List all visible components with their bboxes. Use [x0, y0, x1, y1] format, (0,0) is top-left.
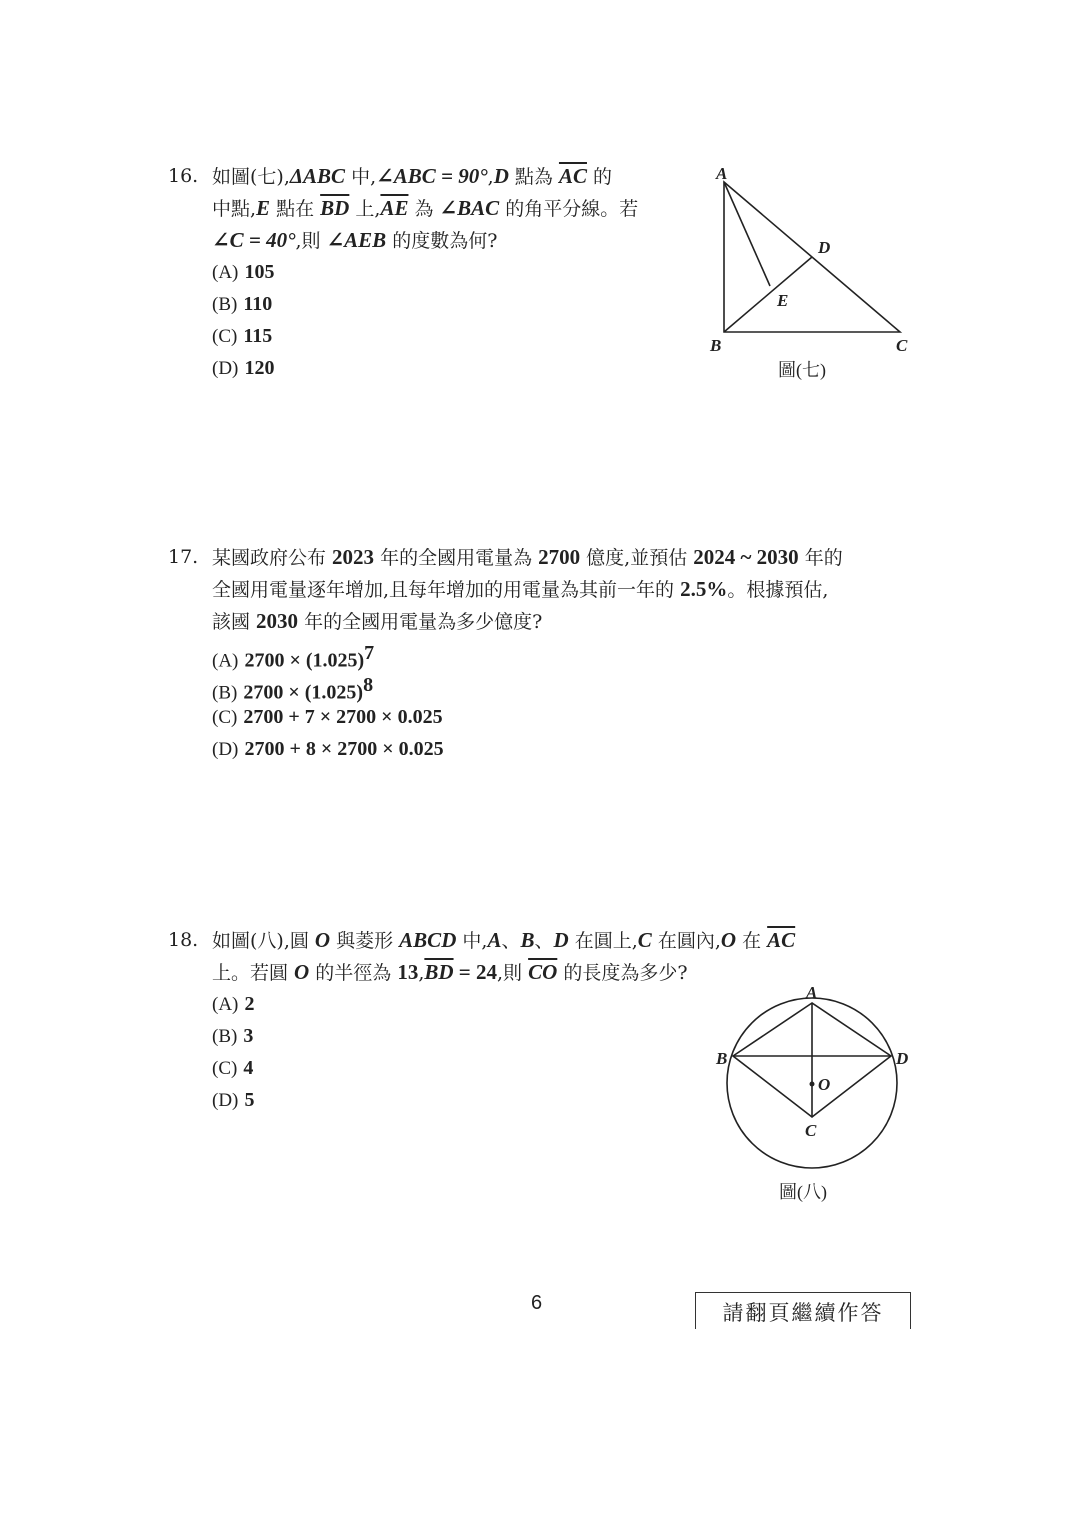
text: 的長度為多少? — [557, 962, 688, 984]
page-number: 6 — [531, 1292, 543, 1314]
text: , — [487, 166, 494, 188]
question-line — [212, 224, 497, 257]
text: 的角平分線。若 — [499, 198, 639, 220]
text: 、 — [501, 930, 521, 952]
math: 24 — [476, 960, 498, 984]
math: = — [453, 960, 477, 984]
point-label-b: B — [710, 336, 722, 355]
option-d[interactable] — [212, 1084, 254, 1117]
math: O — [314, 928, 331, 952]
math: C — [637, 928, 652, 952]
segment: $\overline{CO}$ — [528, 960, 558, 984]
option-c[interactable] — [212, 1052, 253, 1085]
option-b[interactable] — [212, 1020, 253, 1053]
math: D — [493, 164, 509, 188]
question-line — [212, 192, 638, 225]
text: 上, — [349, 198, 381, 220]
option-value: 120 — [244, 357, 275, 379]
question-line — [212, 160, 612, 193]
text: 年的全國用電量為多少億度? — [298, 611, 543, 633]
math: O — [294, 960, 310, 984]
math: ∠BAC — [439, 196, 500, 220]
turn-page-notice: 請翻頁繼續作答 — [695, 1292, 911, 1329]
question-number: 16. — [168, 165, 199, 187]
option-value: 2700 + 7 × 2700 × 0.025 — [243, 706, 443, 728]
text: 的半徑為 — [309, 962, 398, 984]
option-label: (A) — [212, 262, 239, 283]
option-d[interactable] — [212, 352, 274, 385]
math: D — [553, 928, 569, 952]
point-label-a: A — [716, 164, 728, 183]
question-line — [212, 605, 542, 638]
option-label: (D) — [212, 1090, 239, 1111]
option-label: (C) — [212, 707, 238, 728]
center-point-o — [810, 1082, 815, 1087]
text: 。根據預估, — [727, 579, 829, 601]
text: 在 — [736, 930, 768, 952]
math: E — [256, 196, 271, 220]
math: B — [520, 928, 535, 952]
option-label: (A) — [212, 650, 239, 672]
text: 中, — [456, 930, 488, 952]
figure-caption: 圖(七) — [778, 360, 826, 380]
text: 該國 — [212, 611, 257, 633]
question-line — [212, 924, 795, 957]
math: ΔABC — [289, 164, 346, 188]
text: 全國用電量逐年增加,且每年增加的用電量為其前一年的 — [212, 579, 681, 601]
point-label-o: O — [818, 1075, 831, 1094]
segment: $\overline{AC}$ — [767, 928, 796, 952]
point-label-c: C — [896, 336, 908, 355]
math: O — [720, 928, 737, 952]
option-value: 4 — [243, 1057, 254, 1079]
exponent: 8 — [363, 674, 374, 696]
segment-ae — [724, 182, 770, 286]
segment: $\overline{BD}$ — [424, 960, 454, 984]
option-label: (C) — [212, 1058, 238, 1079]
option-a[interactable] — [212, 256, 274, 289]
point-label-c: C — [805, 1121, 817, 1140]
text: 點為 — [508, 166, 559, 188]
text: 某國政府公布 — [212, 547, 333, 569]
text: ,則 — [295, 230, 327, 252]
point-label-e: E — [777, 291, 789, 310]
option-value: 2700 + 8 × 2700 × 0.025 — [244, 738, 444, 760]
option-label: (B) — [212, 682, 238, 704]
math: 2700 — [538, 545, 581, 569]
exponent: 7 — [364, 642, 375, 664]
text: 的度數為何? — [386, 230, 498, 252]
text: 上。若圓 — [212, 962, 295, 984]
option-a[interactable] — [212, 988, 254, 1021]
figure-7-triangle — [700, 160, 930, 390]
math: ∠ABC = 90° — [376, 164, 488, 188]
question-number: 18. — [168, 929, 199, 951]
text: 的 — [586, 166, 613, 188]
option-value: 2700 × (1.025) — [243, 681, 364, 704]
text: 年的 — [798, 547, 843, 569]
text: 中, — [345, 166, 377, 188]
question-17 — [168, 541, 1048, 781]
option-label: (D) — [212, 739, 239, 760]
option-value: 2700 × (1.025) — [244, 649, 365, 672]
question-line — [212, 541, 843, 574]
figure-caption: 圖(八) — [779, 1182, 827, 1202]
text: 、 — [534, 930, 554, 952]
option-value: 105 — [244, 261, 275, 283]
option-value: 3 — [243, 1025, 254, 1047]
option-value: 110 — [243, 293, 273, 315]
segment-bd — [724, 257, 812, 332]
text: 點在 — [270, 198, 321, 220]
text: , — [418, 962, 425, 984]
segment: $\overline{AE}$ — [380, 196, 409, 220]
option-label: (A) — [212, 994, 239, 1015]
option-label: (D) — [212, 358, 239, 379]
option-value: 5 — [244, 1089, 255, 1111]
point-label-a: A — [806, 983, 818, 1002]
text: 年的全國用電量為 — [374, 547, 539, 569]
figure-8-circle-rhombus — [700, 975, 940, 1215]
option-label: (B) — [212, 294, 238, 315]
math: 13 — [397, 960, 419, 984]
question-line — [212, 956, 688, 989]
text: 中點, — [212, 198, 257, 220]
math: 2030 — [256, 609, 299, 633]
option-label: (B) — [212, 1026, 238, 1047]
segment: $\overline{BD}$ — [320, 196, 350, 220]
math: 2024 ~ 2030 — [693, 545, 799, 569]
option-b[interactable] — [212, 288, 272, 321]
math: ∠AEB — [326, 228, 387, 252]
math: 2.5% — [680, 577, 728, 601]
point-label-d: D — [896, 1049, 909, 1068]
option-value: 115 — [243, 325, 273, 347]
question-line — [212, 573, 828, 606]
text: 在圓上, — [568, 930, 638, 952]
option-label: (C) — [212, 326, 238, 347]
text: 億度,並預估 — [580, 547, 694, 569]
text: 如圖(七), — [212, 166, 290, 188]
option-c[interactable] — [212, 701, 443, 734]
option-value: 2 — [244, 993, 255, 1015]
text: 在圓內, — [651, 930, 721, 952]
math: A — [487, 928, 502, 952]
math: ABCD — [399, 928, 457, 952]
text: ,則 — [497, 962, 529, 984]
text: 如圖(八),圓 — [212, 930, 315, 952]
math: ∠C = 40° — [212, 228, 296, 252]
option-d[interactable] — [212, 733, 444, 766]
point-label-b: B — [716, 1049, 728, 1068]
segment: $\overline{AC}$ — [558, 164, 587, 188]
math: 2023 — [332, 545, 375, 569]
text: 為 — [408, 198, 440, 220]
option-c[interactable] — [212, 320, 272, 353]
question-number: 17. — [168, 546, 199, 568]
text: 與菱形 — [330, 930, 400, 952]
point-label-d: D — [818, 238, 831, 257]
